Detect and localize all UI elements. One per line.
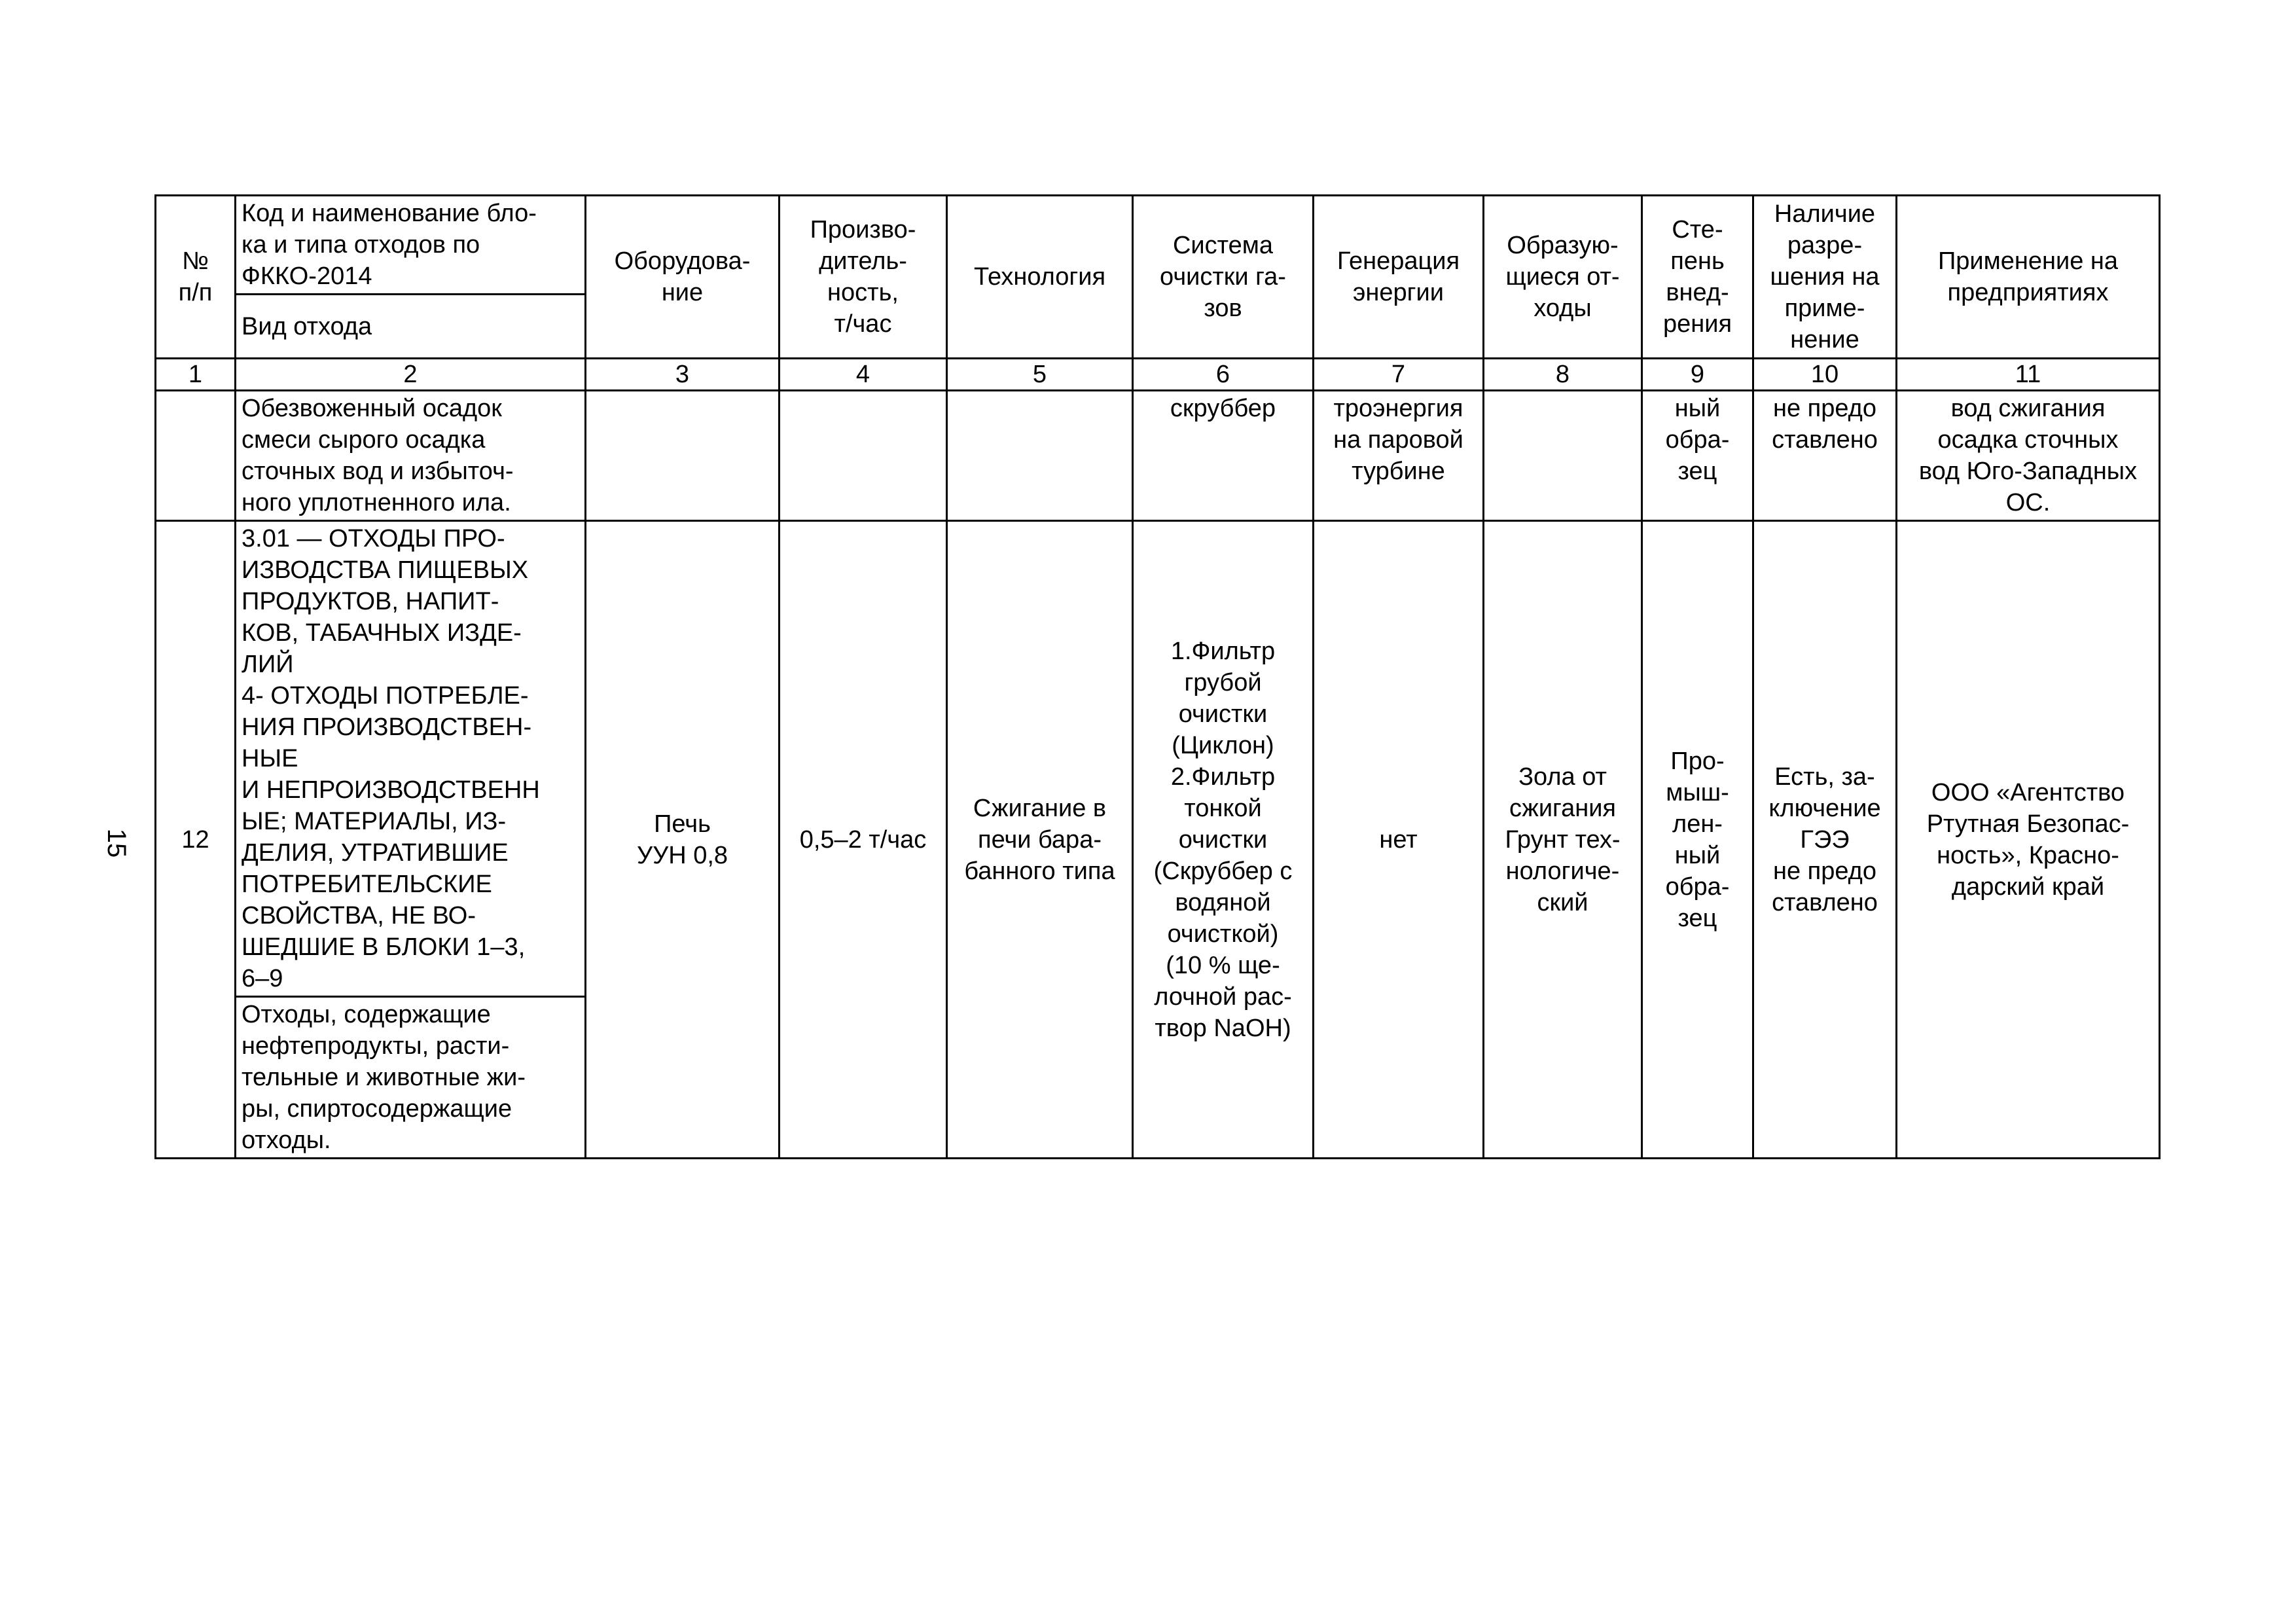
header-code-name: Код и наименование бло- ка и типа отходов по ФККО-2014 [236,196,586,295]
column-number: 5 [947,359,1133,391]
cell-waste-type: Отходы, содержащие нефтепродукты, расти- тельные и животные жи- ры, спиртосодержащие отходы. [236,997,586,1159]
cell-code-name: 3.01 — ОТХОДЫ ПРО- ИЗВОДСТВА ПИЩЕВЫХ ПРОДУКТОВ, НАПИТ- КОВ, ТАБАЧНЫХ ИЗДЕ- ЛИЙ 4- ОТХОДЫ ПОТРЕБЛЕ- НИЯ ПРОИЗВОДСТВЕН- НЫЕ И НЕПРОИЗВОДСТВЕНН ЫЕ; МАТЕРИАЛЫ, ИЗ- ДЕЛИЯ, УТРАТИВШИЕ ПОТРЕБИТЕЛЬСКИЕ СВОЙСТВА, НЕ ВО- ШЕДШИЕ В БЛОКИ 1–3, 6–9 [236,521,586,997]
cell-equipment [586,391,780,521]
cell-formed-waste [1484,391,1642,521]
cell-application: вод сжигания осадка сточных вод Юго-Западных ОС. [1897,391,2160,521]
page-number: 15 [102,828,131,858]
cell-waste-type: Обезвоженный осадок смеси сырого осадка сточных вод и избыточ- ного уплотненного ила. [236,391,586,521]
header-num: № п/п [156,196,236,359]
column-number-row [156,359,2160,391]
header-capacity: Произво- дитель- ность, т/час [780,196,947,359]
cell-implementation: Про- мыш- лен- ный обра- зец [1642,521,1753,1159]
cell-formed-waste: Зола от сжигания Грунт тех- нологиче- ский [1484,521,1642,1159]
header-formed-waste: Образую- щиеся от- ходы [1484,196,1642,359]
table-row-continuation [156,391,2160,521]
cell-technology [947,391,1133,521]
header-technology: Технология [947,196,1133,359]
cell-capacity: 0,5–2 т/час [780,521,947,1159]
cell-num [156,391,236,521]
header-energy: Генерация энергии [1314,196,1484,359]
column-number: 4 [780,359,947,391]
column-number: 10 [1753,359,1897,391]
cell-energy: троэнергия на паровой турбине [1314,391,1484,521]
cell-technology: Сжигание в печи бара- банного типа [947,521,1133,1159]
column-number: 11 [1897,359,2160,391]
waste-incineration-table [154,194,2161,1159]
header-application: Применение на предприятиях [1897,196,2160,359]
cell-equipment: Печь УУН 0,8 [586,521,780,1159]
column-number: 1 [156,359,236,391]
cell-implementation: ный обра- зец [1642,391,1753,521]
header-permit: Наличие разре- шения на приме- нение [1753,196,1897,359]
cell-energy: нет [1314,521,1484,1159]
table-header-row [156,196,2160,295]
column-number: 7 [1314,359,1484,391]
header-gas-cleaning: Система очистки га- зов [1133,196,1314,359]
cell-capacity [780,391,947,521]
column-number: 6 [1133,359,1314,391]
header-waste-type: Вид отхода [236,295,586,359]
column-number: 9 [1642,359,1753,391]
cell-application: ООО «Агентство Ртутная Безопас- ность», Красно- дарский край [1897,521,2160,1159]
cell-gas-cleaning: скруббер [1133,391,1314,521]
header-implementation: Сте- пень внед- рения [1642,196,1753,359]
cell-gas-cleaning: 1.Фильтр грубой очистки (Циклон) 2.Фильтр тонкой очистки (Скруббер с водяной очисткой) (10 % ще- лочной рас- твор NaOH) [1133,521,1314,1159]
cell-permit: не предо ставлено [1753,391,1897,521]
column-number: 2 [236,359,586,391]
cell-permit: Есть, за- ключение ГЭЭ не предо ставлено [1753,521,1897,1159]
header-equipment: Оборудова- ние [586,196,780,359]
table-row-12 [156,521,2160,997]
column-number: 8 [1484,359,1642,391]
cell-num: 12 [156,521,236,1159]
column-number: 3 [586,359,780,391]
